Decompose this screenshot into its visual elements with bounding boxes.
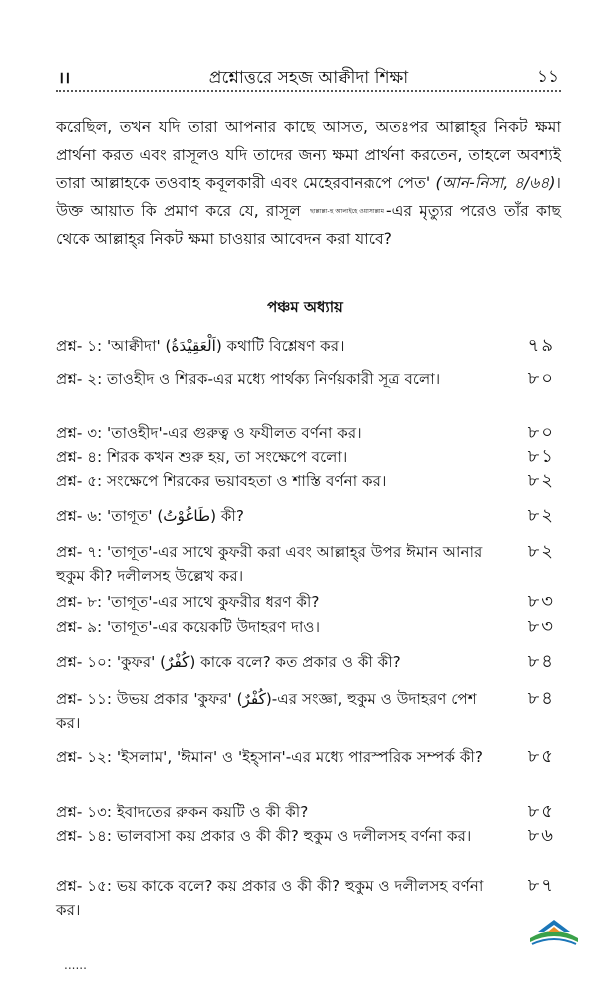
question-text: প্রশ্ন- ৩: 'তাওহীদ'-এর গুরুত্ব ও ফযীলত বর্ণনা কর। [56,424,362,442]
intro-citation: (আন-নিসা, ৪/৬৪) [435,174,556,192]
question-page: ৮৭ [527,875,555,896]
toc-entry-15 [56,874,561,922]
question-text: প্রশ্ন- ৭: 'তাগূত'-এর সাথে কুফরী করা এবং আল্লাহ্‌র উপর ঈমান আনার হুকুম কী? দলীলসহ উল্লেখ কর। [56,543,483,585]
toc-entry-14 [56,824,561,848]
question-text: প্রশ্ন- ১১: উভয় প্রকার 'কুফর' (كُفْرٌ)-এর সংজ্ঞা, হুকুম ও উদাহরণ পেশ কর। [56,690,477,732]
toc-entry-4 [56,445,561,469]
toc-entry-2 [56,367,561,391]
toc-entry-6 [56,504,561,528]
question-text: প্রশ্ন- ১৪: ভালবাসা কয় প্রকার ও কী কী? হুকুম ও দলীলসহ বর্ণনা কর। [56,827,472,845]
toc-entry-13 [56,800,561,824]
toc-entry-1 [56,334,561,358]
question-text: প্রশ্ন- ২: তাওহীদ ও শিরক-এর মধ্যে পার্থক্য নির্ণয়কারী সূত্র বলো। [56,370,441,388]
page-number: ১১ [536,67,559,87]
question-page: ৭৯ [527,335,555,356]
intro-paragraph [56,113,561,253]
question-page: ৮২ [527,505,555,526]
question-text: প্রশ্ন- ৯: 'তাগূত'-এর কয়েকটি উদাহরণ দাও। [56,618,321,636]
chapter-title: পঞ্চম অধ্যায় [267,298,343,316]
toc-entry-12 [56,745,561,769]
intro-text-main: করেছিল, তখন যদি তারা আপনার কাছে আসত, অতঃপর আল্লাহ্‌র নিকট ক্ষমা প্রার্থনা করত এবং রাসূলও যদি তাদের জন্য ক্ষমা প্রার্থনা করতেন, তাহলে অবশ্যই তারা আল্লাহকে তওবাহ কবূলকারী এবং মেহেরবানরূপে পেত' [56,118,561,192]
question-page: ৮৫ [527,746,555,767]
question-page: ৮০ [527,368,555,389]
question-page: ৮৩ [527,591,555,612]
intro-text-tail: -এর মৃত্যুর পরেও তাঁর কাছ থেকে আল্লাহ্‌র নিকট ক্ষমা চাওয়ার আবেদন করা যাবে? [56,202,561,248]
header-left-mark: ।। [58,68,71,87]
running-header [56,60,561,92]
question-page: ৮৪ [527,688,555,709]
question-page: ৮৬ [527,825,555,846]
question-page: ৮২ [527,470,555,491]
question-page: ৮৪ [527,651,555,672]
question-text: প্রশ্ন- ৪: শিরক কখন শুরু হয়, তা সংক্ষেপে বলো। [56,448,348,466]
toc-entry-3 [56,421,561,445]
question-text: প্রশ্ন- ৮: 'তাগূত'-এর সাথে কুফরীর ধরণ কী? [56,593,320,611]
question-text: প্রশ্ন- ৬: 'তাগূত' (طَاغُوْتُ) কী? [56,507,244,525]
question-text: প্রশ্ন- ১: 'আক্বীদা' (اَلْعَقِيْدَةُ) কথাটি বিশ্লেষণ কর। [56,337,345,355]
salutation-stamp: ছাল্লাল্লা-হু আলাইহে ওয়াসাল্লাম [310,208,384,215]
question-text: প্রশ্ন- ৫: সংক্ষেপে শিরকের ভয়াবহতা ও শাস্তি বর্ণনা কর। [56,472,387,490]
publisher-logo-icon [528,918,580,948]
toc-entry-8 [56,590,561,614]
intro-text-after: । উক্ত আয়াত কি প্রমাণ করে যে, রাসূল [56,174,561,220]
question-page: ৮২ [527,541,555,562]
footer-mark: ...... [64,958,87,972]
question-text: প্রশ্ন- ১২: 'ইসলাম', 'ঈমান' ও 'ইহ্‌সান'-এর মধ্যে পারস্পরিক সম্পর্ক কী? [56,748,483,766]
toc-entry-11 [56,687,561,735]
question-page: ৮১ [527,446,555,467]
toc-entry-9 [56,615,561,639]
toc-entry-5 [56,469,561,493]
question-text: প্রশ্ন- ১৩: ইবাদতের রুকন কয়টি ও কী কী? [56,803,309,821]
question-page: ৮০ [527,422,555,443]
question-page: ৮৫ [527,801,555,822]
question-text: প্রশ্ন- ১০: 'কুফর' (كُفْرٌ) কাকে বলে? কত প্রকার ও কী কী? [56,653,401,671]
toc-entry-7 [56,540,561,588]
header-title: প্রশ্নোত্তরে সহজ আক্বীদা শিক্ষা [208,68,409,88]
toc-entry-10 [56,650,561,674]
question-page: ৮৩ [527,616,555,637]
question-text: প্রশ্ন- ১৫: ভয় কাকে বলে? কয় প্রকার ও কী কী? হুকুম ও দলীলসহ বর্ণনা কর। [56,877,484,919]
